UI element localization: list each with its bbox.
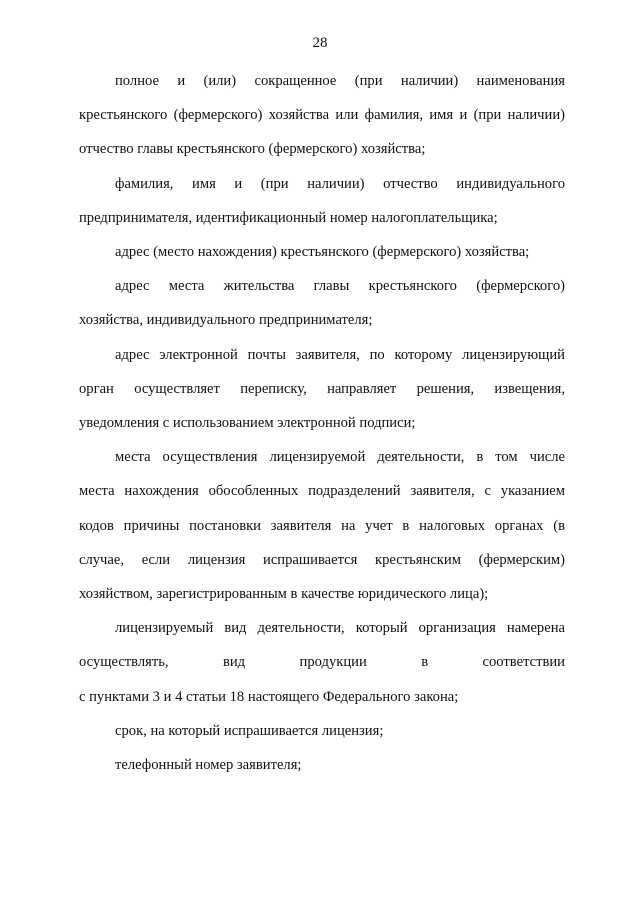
text-line: адрес места жительства главы крестьянского (фермерского) xyxy=(115,278,565,295)
text-line: предпринимателя, идентификационный номер налогоплательщика; xyxy=(79,209,498,226)
text-line: срок, на который испрашивается лицензия; xyxy=(115,722,384,739)
text-line: хозяйством, зарегистрированным в качестве юридического лица); xyxy=(79,586,489,603)
text-line: с пунктами 3 и 4 статьи 18 настоящего Федерального закона; xyxy=(79,688,459,705)
paragraph-license-term xyxy=(79,714,565,748)
document-body xyxy=(79,64,565,782)
text-line: крестьянского (фермерского) хозяйства или фамилия, имя и (при наличии) xyxy=(79,107,565,124)
paragraph-entrepreneur-name xyxy=(79,167,565,235)
paragraph-activity-type xyxy=(79,611,565,714)
text-line: фамилия, имя и (при наличии) отчество индивидуального xyxy=(115,175,565,192)
paragraph-farm-address xyxy=(79,235,565,269)
paragraph-activity-locations xyxy=(79,440,565,611)
page-number: 28 xyxy=(312,35,328,51)
text-line: полное и (или) сокращенное (при наличии) наименования xyxy=(115,73,565,89)
text-line: отчество главы крестьянского (фермерского) хозяйства; xyxy=(79,141,426,158)
text-line: уведомления с использованием электронной подписи; xyxy=(79,415,416,432)
paragraph-residence-address xyxy=(79,269,565,337)
paragraph-email xyxy=(79,338,565,441)
paragraph-phone xyxy=(79,748,565,782)
text-line: случае, если лицензия испрашивается крестьянским (фермерским) xyxy=(79,551,565,568)
text-line: хозяйства, индивидуального предпринимателя; xyxy=(79,312,373,329)
text-line: адрес электронной почты заявителя, по которому лицензирующий xyxy=(115,346,565,363)
text-line: места осуществления лицензируемой деятельности, в том числе xyxy=(115,449,565,466)
text-line: лицензируемый вид деятельности, который организация намерена xyxy=(115,620,565,637)
text-line: осуществлять, вид продукции в соответствии xyxy=(79,654,565,671)
text-line: телефонный номер заявителя; xyxy=(115,757,302,774)
paragraph-farm-name xyxy=(79,64,565,167)
text-line: кодов причины постановки заявителя на учет в налоговых органах (в xyxy=(79,517,565,534)
text-line: места нахождения обособленных подразделений заявителя, с указанием xyxy=(79,483,565,500)
text-line: орган осуществляет переписку, направляет решения, извещения, xyxy=(79,380,565,397)
text-line: адрес (место нахождения) крестьянского (фермерского) хозяйства; xyxy=(115,244,530,261)
